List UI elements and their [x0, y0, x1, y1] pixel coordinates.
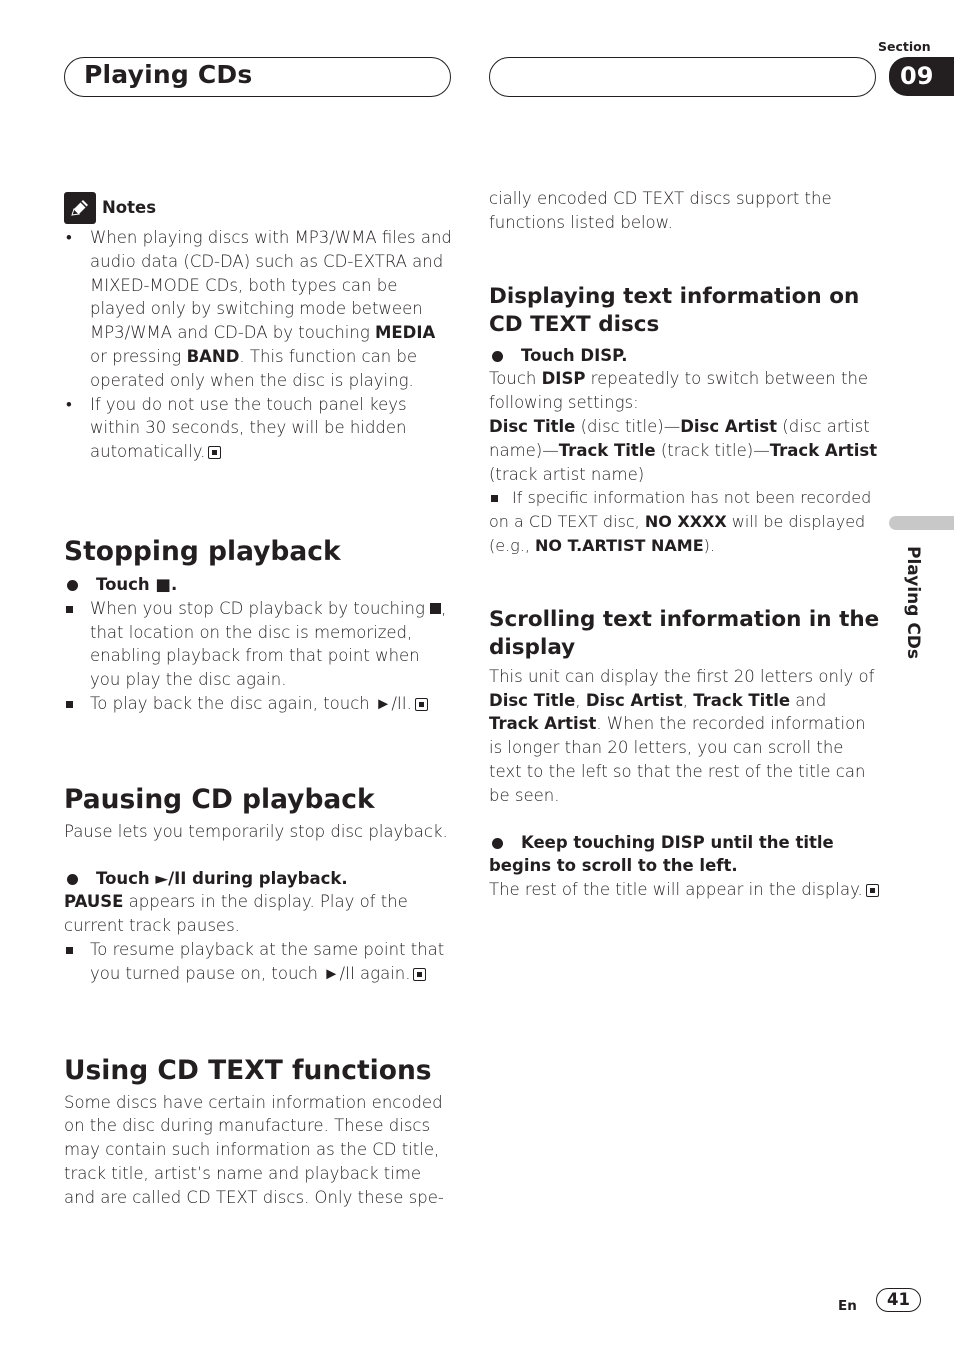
header-pill-right: [489, 57, 876, 97]
stopping-note-2: To play back the disc again, touch ►/II.: [64, 692, 454, 716]
end-mark-icon: [415, 698, 428, 711]
pausing-step: Touch ►/II during playback.: [64, 867, 454, 891]
displaying-body: Touch DISP repeatedly to switch between the following settings:: [489, 369, 869, 413]
page-number: 41: [876, 1288, 921, 1312]
footer-language: En: [838, 1298, 857, 1314]
stopping-note-1: When you stop CD playback by touching , that location on the disc is memorized, enabling playback from that point when you play the disc again.: [64, 597, 454, 692]
displaying-note: If specific information has not been recorded on a CD TEXT disc, NO XXXX will be displayed (e.g., NO T.ARTIST NAME).: [489, 488, 872, 555]
displaying-heading: Displaying text information on CD TEXT discs: [489, 283, 860, 337]
end-mark-icon: [413, 968, 426, 981]
end-mark-icon: [208, 446, 221, 459]
displaying-step: Touch DISP.: [489, 344, 881, 368]
square-bullet-icon: [66, 701, 73, 708]
displaying-settings: Disc Title (disc title)—Disc Artist (disc artist name)—Track Title (track title)—Track Artist (track artist name): [489, 416, 878, 484]
pausing-intro: Pause lets you temporarily stop disc playback.: [64, 821, 448, 841]
scrolling-step: Keep touching DISP until the title begins to scroll to the left.: [489, 831, 881, 879]
right-column: [489, 187, 881, 902]
pencil-icon: [64, 192, 96, 224]
scrolling-heading: Scrolling text information in the display: [489, 606, 880, 660]
pausing-note: To resume playback at the same point that you turned pause on, touch ►/II again.: [64, 938, 454, 986]
cdtext-body-part2: cially encoded CD TEXT discs support the functions listed below.: [489, 189, 832, 232]
cdtext-heading: Using CD TEXT functions: [64, 1054, 432, 1086]
note-item-1: • When playing discs with MP3/WMA files and audio data (CD-DA) such as CD-EXTRA and MIXED-MODE CDs, both types can be played only by switching mode between MP3/WMA and CD-DA by touching MEDIA or pressing BAND. This function can be operated only when the disc is playing.: [64, 226, 454, 393]
square-bullet-icon: [66, 606, 73, 613]
cdtext-body-part1: Some discs have certain information encoded on the disc during manufacture. These discs may contain such information as the CD title, track title, artist’s name and playback time and are called CD TEXT discs. Only these spe-: [64, 1092, 444, 1207]
square-bullet-icon: [66, 947, 73, 954]
section-label: Section: [878, 39, 931, 54]
side-tab-label: Playing CDs: [903, 546, 923, 660]
section-number-badge: 09: [889, 57, 954, 96]
scrolling-body: This unit can display the first 20 letters only of Disc Title, Disc Artist, Track Title and Track Artist. When the recorded information is longer than 20 letters, you can scroll the text to the left so that the rest of the title can be seen.: [489, 666, 875, 805]
square-bullet-icon: [491, 495, 498, 502]
notes-list: [64, 226, 454, 464]
page-header-title: Playing CDs: [84, 60, 253, 89]
stopping-step: Touch ■.: [64, 573, 454, 597]
notes-heading: [64, 192, 454, 224]
pausing-heading: Pausing CD playback: [64, 783, 375, 815]
pausing-body: PAUSE appears in the display. Play of the current track pauses.: [64, 892, 408, 936]
left-column: [64, 192, 454, 1210]
end-mark-icon: [866, 884, 879, 897]
stop-icon: [430, 603, 441, 614]
side-tab-label-wrap: [903, 546, 923, 659]
stopping-heading: Stopping playback: [64, 535, 341, 567]
scrolling-result: The rest of the title will appear in the display.: [489, 878, 881, 902]
notes-heading-text: Notes: [102, 198, 157, 218]
note-item-2: • If you do not use the touch panel keys within 30 seconds, they will be hidden automatically.: [64, 393, 454, 464]
side-tab-marker: [889, 516, 954, 530]
